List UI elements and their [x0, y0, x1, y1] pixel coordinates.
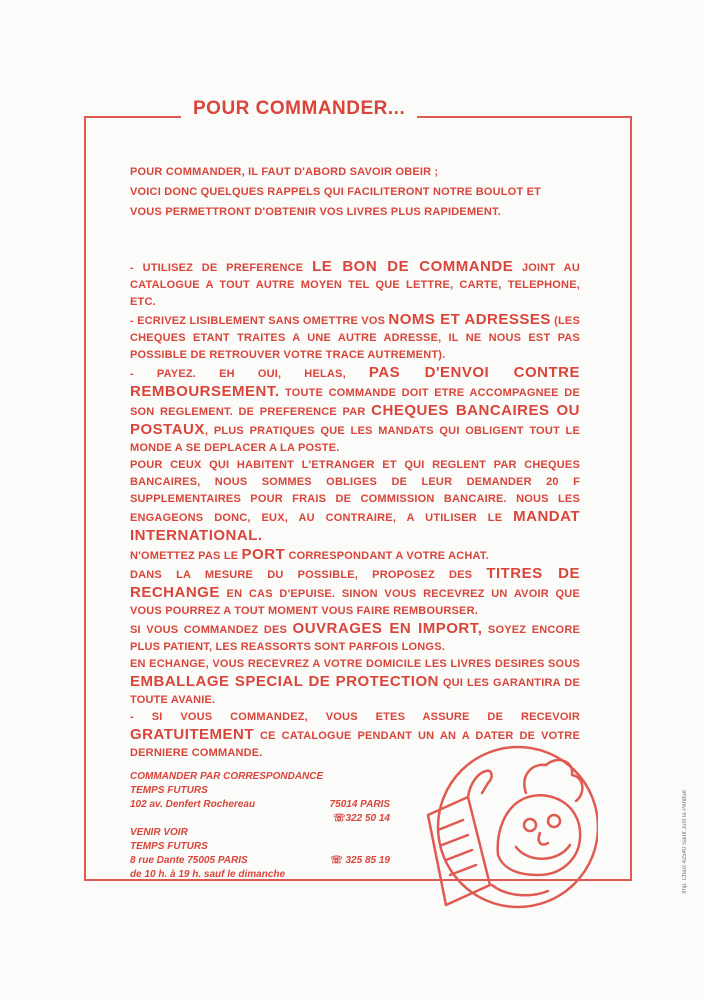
visit-address-row — [130, 854, 390, 868]
visit-address: 8 rue Dante 75005 PARIS — [130, 855, 248, 866]
rule-port: N'OMETTEZ PAS LE PORT CORRESPONDANT A VOTRE ACHAT. — [130, 546, 489, 563]
visit-phone: 325 85 19 — [345, 855, 390, 866]
rule-order-form: - UTILISEZ DE PREFERENCE LE BON DE COMMANDE JOINT AU CATALOGUE A TOUT AUTRE MOYEN TEL QUE LETTRE, CARTE, TELEPHONE, ETC. — [130, 258, 580, 308]
intro-line: VOICI DONC QUELQUES RAPPELS QUI FACILITERONT NOTRE BOULOT ET — [130, 186, 542, 198]
intro-line: POUR COMMANDER, IL FAUT D'ABORD SAVOIR OBEIR ; — [130, 166, 439, 178]
printer-imprint: Imp. Chaix 42540 Saint Just la Pendue — [682, 790, 688, 894]
rule-packaging: EN ECHANGE, VOUS RECEVREZ A VOTRE DOMICILE LES LIVRES DESIRES SOUS EMBALLAGE SPECIAL DE PROTECTION QUI LES GARANTIRA DE TOUTE AVANIE. — [130, 658, 580, 706]
rule-payment: - PAYEZ. EH OUI, HELAS, PAS D'ENVOI CONTRE REMBOURSEMENT. TOUTE COMMANDE DOIT ETRE ACCOMPAGNEE DE SON REGLEMENT. DE PREFERENCE PAR CHEQUES BANCAIRES OU POSTAUX, PLUS PRATIQUES QUE LES MANDATS QUI OBLIGENT TOUT LE MONDE A SE DEPLACER A LA POSTE. — [130, 364, 581, 454]
visit-shop: TEMPS FUTURS — [130, 841, 208, 852]
mail-address: 102 av. Denfert Rochereau — [130, 799, 256, 810]
visit-heading: VENIR VOIR — [130, 827, 188, 838]
rule-replacement: DANS LA MESURE DU POSSIBLE, PROPOSEZ DES TITRES DE RECHANGE EN CAS D'EPUISE. SINON VOUS RECEVREZ UN AVOIR QUE VOUS POURREZ A TOUT MOMENT VOUS FAIRE REMBOURSER. — [130, 565, 580, 617]
opening-hours: de 10 h. à 19 h. sauf le dimanche — [130, 869, 286, 880]
mail-address-row — [130, 798, 390, 812]
contact-info — [130, 770, 390, 882]
rule-import: SI VOUS COMMANDEZ DES OUVRAGES EN IMPORT, SOYEZ ENCORE PLUS PATIENT, LES REASSORTS SONT PARFOIS LONGS. — [130, 620, 580, 653]
mail-shop: TEMPS FUTURS — [130, 785, 208, 796]
mail-phone: 322 50 14 — [345, 813, 390, 824]
rule-free-catalogue: - SI VOUS COMMANDEZ, VOUS ETES ASSURE DE RECEVOIR GRATUITEMENT CE CATALOGUE PENDANT UN AN A DATER DE VOTRE DERNIERE COMMANDE. — [130, 711, 580, 759]
mail-city: 75014 PARIS — [329, 799, 390, 810]
rule-names-addresses: - ECRIVEZ LISIBLEMENT SANS OMETTRE VOS NOMS ET ADRESSES (LES CHEQUES ETANT TRAITES A UNE AUTRE ADRESSE, IL NE NOUS EST PAS POSSIBLE DE RETROUVER VOTRE TRACE AUTREMENT). — [130, 311, 581, 361]
mail-heading: COMMANDER PAR CORRESPONDANCE — [130, 771, 324, 782]
mascot-illustration — [408, 735, 598, 915]
intro-text — [130, 162, 580, 222]
telephone-icon: ☏ — [330, 855, 346, 866]
page-title: POUR COMMANDER... — [181, 98, 417, 120]
rule-foreign: POUR CEUX QUI HABITENT L'ETRANGER ET QUI REGLENT PAR CHEQUES BANCAIRES, NOUS SOMMES OBLIGES DE LEUR DEMANDER 20 F SUPPLEMENTAIRES POUR FRAIS DE COMMISSION BANCAIRE. NOUS LES ENGAGEONS DONC, EUX, AU CONTRAIRE, A UTILISER LE MANDAT INTERNATIONAL. — [130, 459, 580, 544]
intro-line: VOUS PERMETTRONT D'OBTENIR VOS LIVRES PLUS RAPIDEMENT. — [130, 206, 501, 218]
rules-text — [130, 258, 580, 762]
telephone-icon: ☏ — [332, 813, 346, 824]
mail-phone-row — [130, 812, 390, 826]
